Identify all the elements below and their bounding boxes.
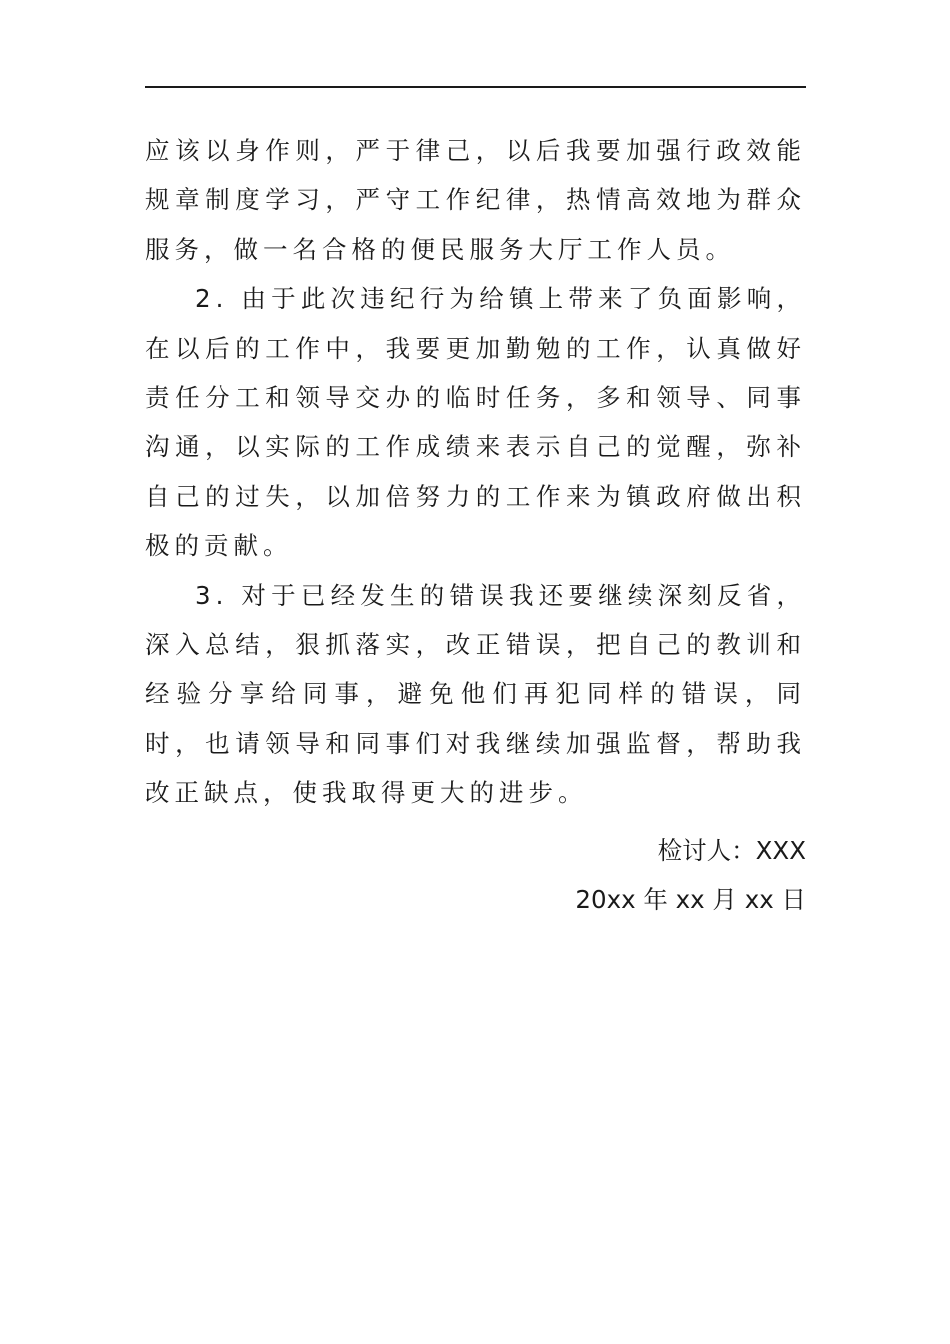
paragraph-item-3: 3. 对于已经发生的错误我还要继续深刻反省，深入总结，狠抓落实，改正错误，把自己的教训和经验分享给同事，避免他们再犯同样的错误，同时，也请领导和同事们对我继续加强监督，帮助我改正缺点，使我取得更大的进步。: [145, 580, 806, 808]
header-rule: [145, 86, 806, 88]
signer-line: 检讨人：XXX: [657, 836, 806, 865]
date-line: 20xx 年 xx 月 xx 日: [575, 885, 806, 915]
signature-block: [575, 826, 806, 925]
document-body: [145, 126, 806, 818]
paragraph-continuation: 应该以身作则，严于律己，以后我要加强行政效能规章制度学习，严守工作纪律，热情高效地为群众服务，做一名合格的便民服务大厅工作人员。: [145, 136, 806, 264]
paragraph-item-2: 2. 由于此次违纪行为给镇上带来了负面影响，在以后的工作中，我要更加勤勉的工作，认真做好责任分工和领导交办的临时任务，多和领导、同事沟通，以实际的工作成绩来表示自己的觉醒，弥补自己的过失，以加倍努力的工作来为镇政府做出积极的贡献。: [145, 284, 806, 561]
